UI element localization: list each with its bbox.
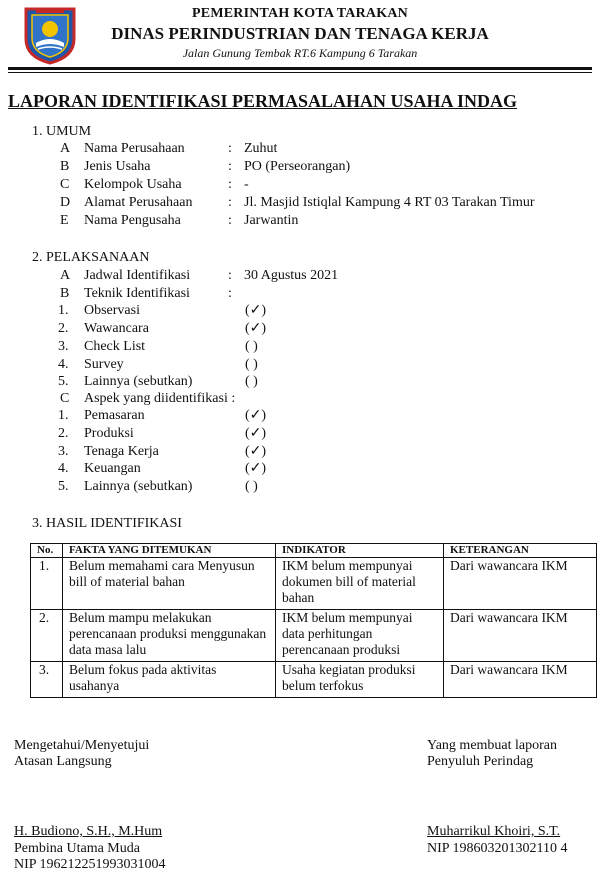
section-hasil-heading: 3. HASIL IDENTIFIKASI <box>32 516 182 531</box>
table-row <box>31 558 597 610</box>
row-number: 3. <box>31 662 63 698</box>
column-header: FAKTA YANG DITEMUKAN <box>63 544 276 558</box>
header-agency: DINAS PERINDUSTRIAN DAN TENAGA KERJA <box>111 24 489 43</box>
sign-left-nip: NIP 196212251993031004 <box>14 857 166 872</box>
checkmark-box: (✓) <box>245 321 267 336</box>
checkmark-box: (✓) <box>245 426 267 441</box>
keterangan-cell: Dari wawancara IKM <box>444 610 597 662</box>
sign-right-name: Muharrikul Khoiri, S.T. <box>427 824 561 839</box>
column-header: No. <box>31 544 63 558</box>
header-divider-thin <box>8 72 592 73</box>
keterangan-cell: Dari wawancara IKM <box>444 662 597 698</box>
row-number: 1. <box>31 558 63 610</box>
fakta-cell: Belum fokus pada aktivitas usahanya <box>63 662 276 698</box>
sign-right-line2: Penyuluh Perindag <box>427 754 534 769</box>
checkmark-box: (✓) <box>245 408 267 423</box>
sign-left-line2: Atasan Langsung <box>14 754 112 769</box>
indikator-cell: IKM belum mempunyai dokumen bill of material bahan <box>276 558 444 610</box>
fakta-cell: Belum mampu melakukan perencanaan produksi menggunakan data masa lalu <box>63 610 276 662</box>
checkmark-box: (✓) <box>245 444 267 459</box>
checkmark-box: ( ) <box>245 357 258 372</box>
fakta-cell: Belum memahami cara Menyusun bill of material bahan <box>63 558 276 610</box>
checkmark-box: ( ) <box>245 479 258 494</box>
sign-left-rank: Pembina Utama Muda <box>14 841 140 856</box>
indikator-cell: Usaha kegiatan produksi belum terfokus <box>276 662 444 698</box>
sign-right-line1: Yang membuat laporan <box>427 738 557 753</box>
section-pelaksanaan-heading: 2. PELAKSANAAN <box>32 250 150 265</box>
checkmark-box: ( ) <box>245 339 258 354</box>
table-header-row <box>31 544 597 558</box>
report-title: LAPORAN IDENTIFIKASI PERMASALAHAN USAHA INDAG <box>8 91 518 111</box>
header-government: PEMERINTAH KOTA TARAKAN <box>192 6 408 21</box>
indikator-cell: IKM belum mempunyai data perhitungan perencanaan produksi <box>276 610 444 662</box>
header-address: Jalan Gunung Tembak RT.6 Kampung 6 Tarakan <box>182 46 418 60</box>
header-divider-thick <box>8 67 592 70</box>
sign-left-name: H. Budiono, S.H., M.Hum <box>14 824 163 839</box>
checkmark-box: (✓) <box>245 461 267 476</box>
column-header: INDIKATOR <box>276 544 444 558</box>
results-table <box>30 543 597 698</box>
column-header: KETERANGAN <box>444 544 597 558</box>
table-row <box>31 610 597 662</box>
sign-right-nip: NIP 198603201302110 4 <box>427 841 568 856</box>
sign-left-line1: Mengetahui/Menyetujui <box>14 738 150 753</box>
keterangan-cell: Dari wawancara IKM <box>444 558 597 610</box>
checkmark-box: (✓) <box>245 303 267 318</box>
row-number: 2. <box>31 610 63 662</box>
section-umum-heading: 1. UMUM <box>32 124 92 139</box>
table-row <box>31 662 597 698</box>
checkmark-box: ( ) <box>245 374 258 389</box>
